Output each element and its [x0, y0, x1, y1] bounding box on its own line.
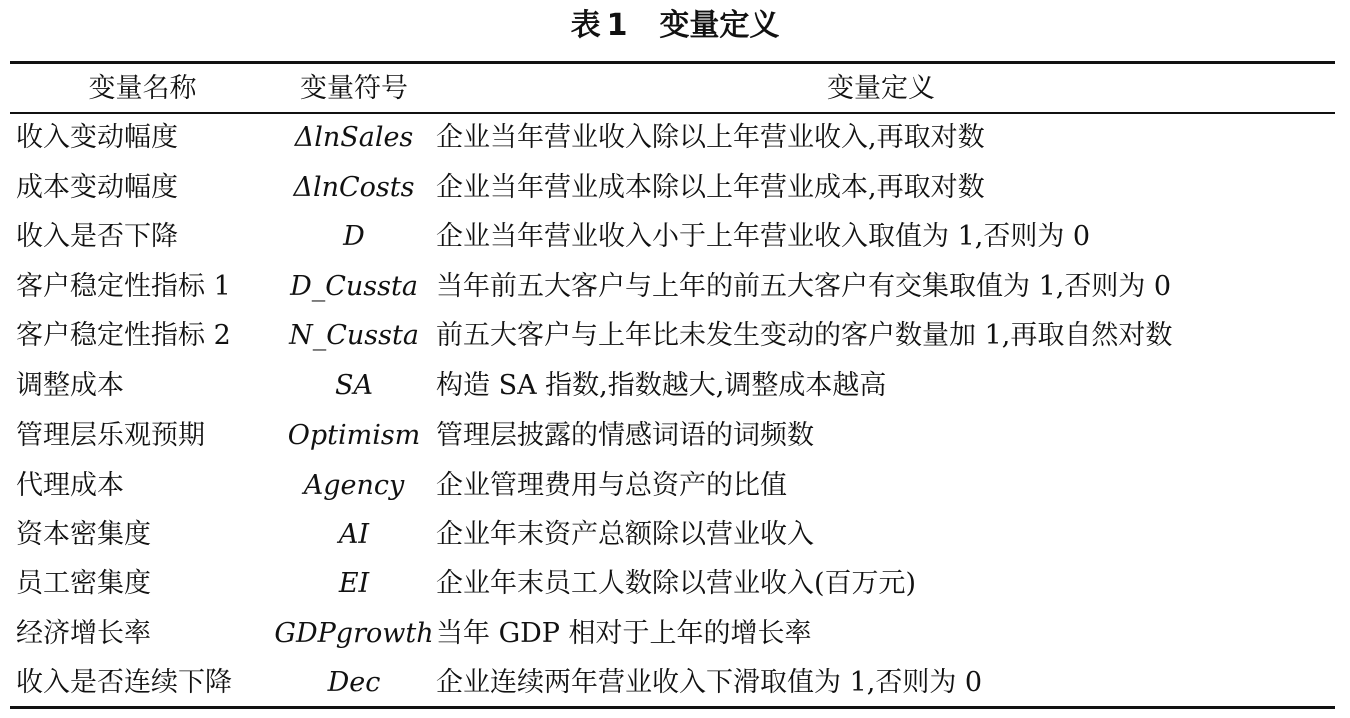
row-variable-symbol: D_Cussta — [290, 271, 418, 302]
row-variable-name: 员工密集度 — [16, 568, 151, 599]
table-row — [0, 217, 1350, 257]
row-variable-definition: 企业年末员工人数除以营业收入(百万元) — [436, 568, 917, 599]
row-variable-name: 资本密集度 — [16, 519, 151, 550]
table-row — [0, 168, 1350, 208]
table-row — [0, 118, 1350, 158]
row-variable-definition: 企业连续两年营业收入下滑取值为 1,否则为 0 — [436, 667, 983, 698]
row-variable-definition: 企业当年营业收入除以上年营业收入,再取对数 — [436, 122, 985, 153]
table-row — [0, 564, 1350, 604]
table-row — [0, 663, 1350, 703]
row-variable-definition: 当年 GDP 相对于上年的增长率 — [436, 618, 812, 649]
row-variable-definition: 当年前五大客户与上年的前五大客户有交集取值为 1,否则为 0 — [436, 271, 1172, 302]
table-title-prefix: 表 — [570, 8, 601, 43]
table-title-number: 1 — [606, 8, 628, 43]
row-variable-symbol: SA — [335, 370, 373, 401]
row-variable-name: 客户稳定性指标 2 — [16, 320, 231, 351]
row-variable-symbol: ΔlnCosts — [293, 172, 415, 203]
table-row — [0, 416, 1350, 456]
row-variable-symbol: ΔlnSales — [294, 122, 414, 153]
row-variable-definition: 企业年末资产总额除以营业收入 — [436, 519, 814, 550]
row-variable-definition: 前五大客户与上年比未发生变动的客户数量加 1,再取自然对数 — [436, 320, 1173, 351]
table-header-rule — [10, 112, 1335, 114]
row-variable-symbol: N_Cussta — [289, 320, 419, 351]
table-top-rule — [10, 61, 1335, 64]
row-variable-definition: 企业管理费用与总资产的比值 — [436, 470, 787, 501]
table-bottom-rule — [10, 706, 1335, 709]
table-row — [0, 614, 1350, 654]
table-row — [0, 366, 1350, 406]
row-variable-name: 调整成本 — [16, 370, 124, 401]
table-row — [0, 466, 1350, 506]
header-variable-definition: 变量定义 — [827, 73, 935, 104]
row-variable-symbol: GDPgrowth — [274, 618, 434, 649]
row-variable-symbol: Optimism — [287, 420, 421, 451]
row-variable-name: 客户稳定性指标 1 — [16, 271, 231, 302]
row-variable-definition: 企业当年营业成本除以上年营业成本,再取对数 — [436, 172, 985, 203]
row-variable-symbol: Dec — [327, 667, 381, 698]
row-variable-symbol: Agency — [303, 470, 405, 501]
table-row — [0, 267, 1350, 307]
row-variable-name: 收入是否下降 — [16, 221, 178, 252]
row-variable-name: 经济增长率 — [16, 618, 151, 649]
table-header-row — [0, 69, 1350, 109]
row-variable-name: 代理成本 — [16, 470, 124, 501]
table-title-text: 变量定义 — [659, 8, 780, 43]
header-variable-name: 变量名称 — [88, 73, 197, 104]
table-row — [0, 515, 1350, 555]
row-variable-name: 收入是否连续下降 — [16, 667, 232, 698]
row-variable-symbol: AI — [338, 519, 370, 550]
row-variable-symbol: D — [343, 221, 365, 252]
row-variable-definition: 管理层披露的情感词语的词频数 — [436, 420, 814, 451]
row-variable-definition: 企业当年营业收入小于上年营业收入取值为 1,否则为 0 — [436, 221, 1091, 252]
row-variable-name: 管理层乐观预期 — [16, 420, 205, 451]
header-variable-symbol: 变量符号 — [300, 73, 408, 104]
table-title — [0, 6, 1350, 46]
row-variable-name: 收入变动幅度 — [16, 122, 178, 153]
row-variable-definition: 构造 SA 指数,指数越大,调整成本越高 — [436, 370, 887, 401]
table-row — [0, 316, 1350, 356]
row-variable-symbol: EI — [338, 568, 370, 599]
row-variable-name: 成本变动幅度 — [16, 172, 178, 203]
